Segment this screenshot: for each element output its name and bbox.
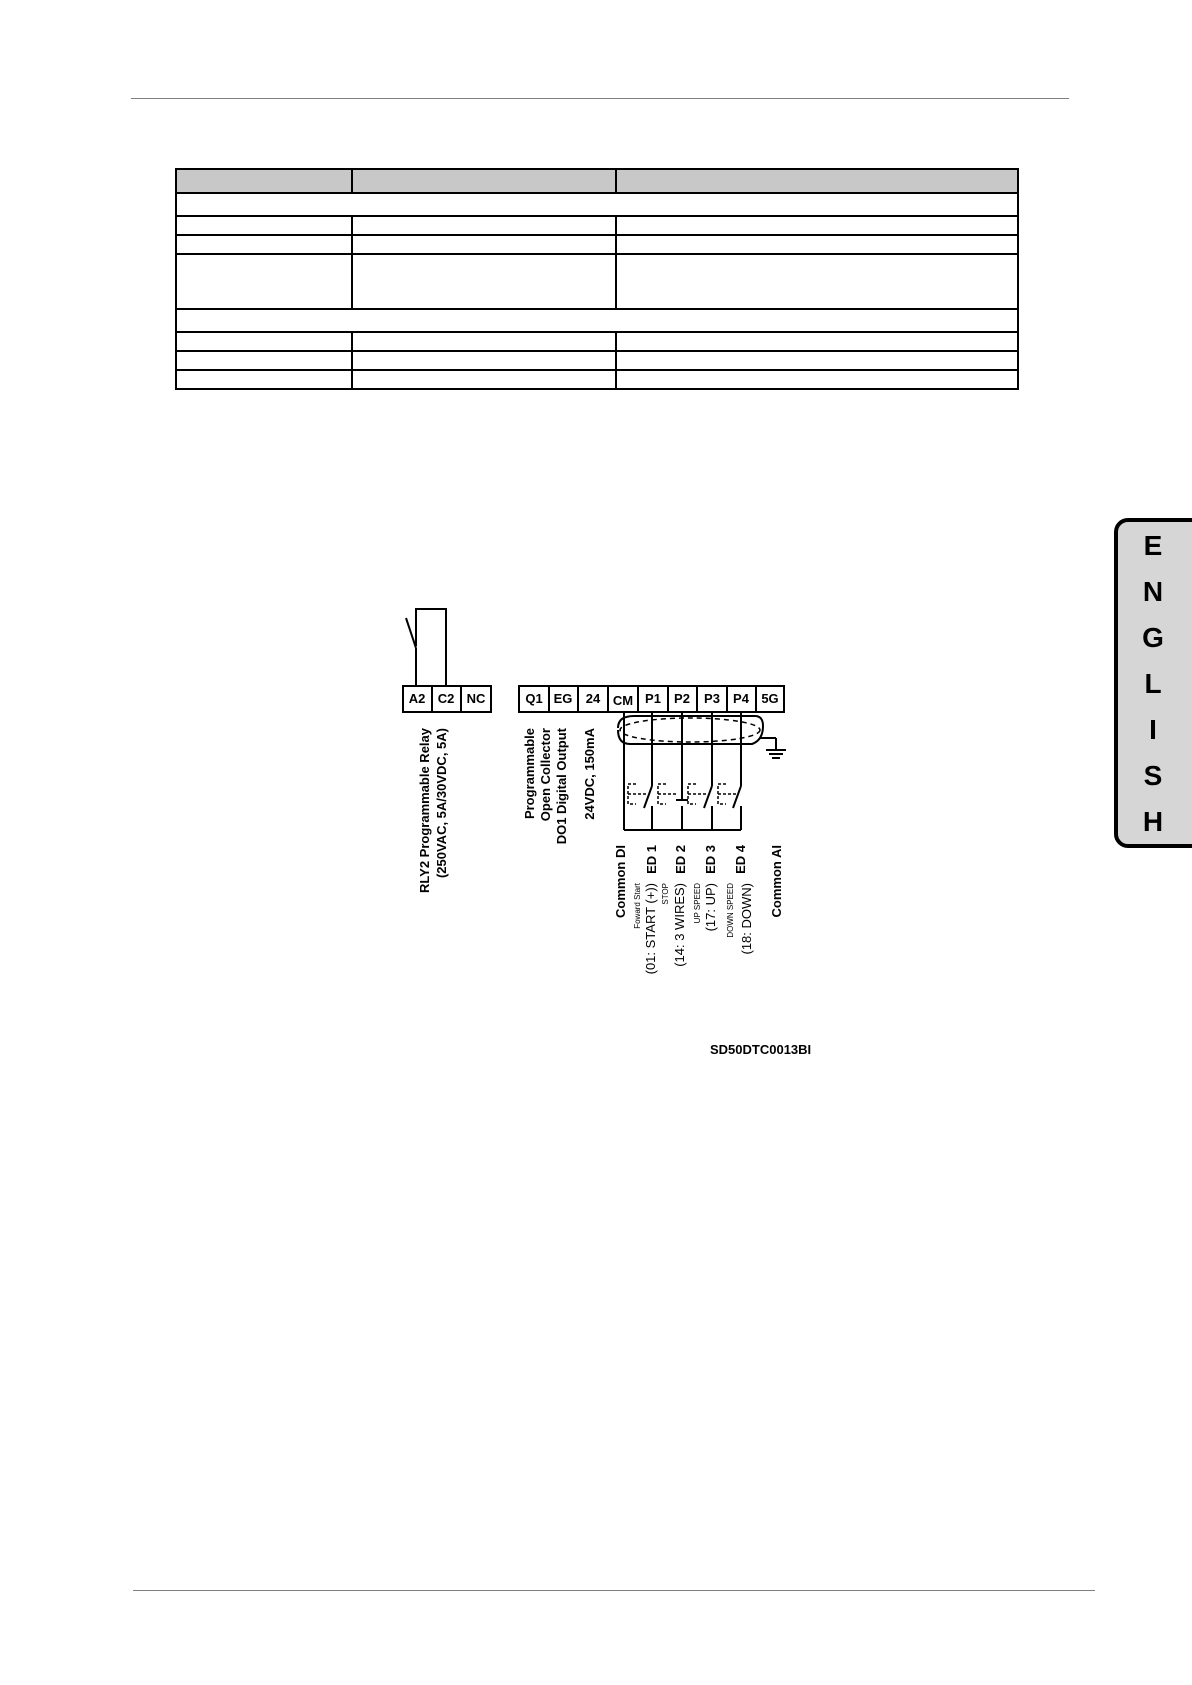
common-di-label: Common DI <box>613 845 628 918</box>
terminal-24: 24 <box>585 691 601 706</box>
terminal-a2: A2 <box>408 691 426 706</box>
tab-letter: H <box>1142 806 1164 837</box>
relay-label-line1: RLY2 Programmable Relay <box>417 728 432 893</box>
terminal-5g: 5G <box>761 691 779 706</box>
tab-letter: L <box>1144 668 1162 699</box>
terminal-p4: P4 <box>733 691 749 706</box>
terminal-p1: P1 <box>645 691 661 706</box>
terminal-eg: EG <box>553 691 573 706</box>
ed4-setting-label: (18: DOWN) <box>739 883 754 955</box>
terminal-c2: C2 <box>437 691 455 706</box>
switch-ed3 <box>704 786 712 808</box>
relay-common-wire <box>416 609 446 686</box>
q1-label-line3: DO1 Digital Output <box>554 728 569 845</box>
tab-letter: E <box>1143 530 1163 561</box>
tab-letter: S <box>1143 760 1163 791</box>
ed4-function-label: DOWN SPEED <box>726 883 735 938</box>
terminal-nc: NC <box>466 691 486 706</box>
shield-dashed <box>620 718 760 742</box>
tab-letter: I <box>1149 714 1157 745</box>
ed2-function-label: STOP <box>661 883 670 905</box>
terminal-q1: Q1 <box>525 691 543 706</box>
q1-label-line2: Open Collector <box>538 728 553 822</box>
tab-letter: N <box>1142 576 1164 607</box>
relay-label-line2: (250VAC, 5A/30VDC, 5A) <box>434 728 449 879</box>
tab-letter: G <box>1142 622 1164 653</box>
terminal-cm: CM <box>612 693 634 708</box>
ed3-setting-label: (17: UP) <box>703 883 718 932</box>
q1-label-line1: Programmable <box>522 728 537 820</box>
ed1-setting-label: (01: START (+)) <box>643 883 658 975</box>
common-ai-label: Common AI <box>769 845 784 918</box>
ed4-label: ED 4 <box>733 845 748 874</box>
ed2-setting-label: (14: 3 WIRES) <box>672 883 687 967</box>
ed3-function-label: UP SPEED <box>693 883 702 924</box>
ed1-function-label: Foward Start <box>633 883 642 929</box>
ed3-label: ED 3 <box>703 845 718 874</box>
figure-code: SD50DTC0013BI <box>710 1042 812 1057</box>
supply-label: 24VDC, 150mA <box>582 728 597 820</box>
ed1-label: ED 1 <box>644 845 659 874</box>
relay-switch-blade <box>406 618 416 648</box>
switch-ed4 <box>733 786 741 808</box>
terminal-p3: P3 <box>704 691 720 706</box>
terminal-p2: P2 <box>674 691 690 706</box>
switch-ed1 <box>644 786 652 808</box>
ed2-label: ED 2 <box>673 845 688 874</box>
